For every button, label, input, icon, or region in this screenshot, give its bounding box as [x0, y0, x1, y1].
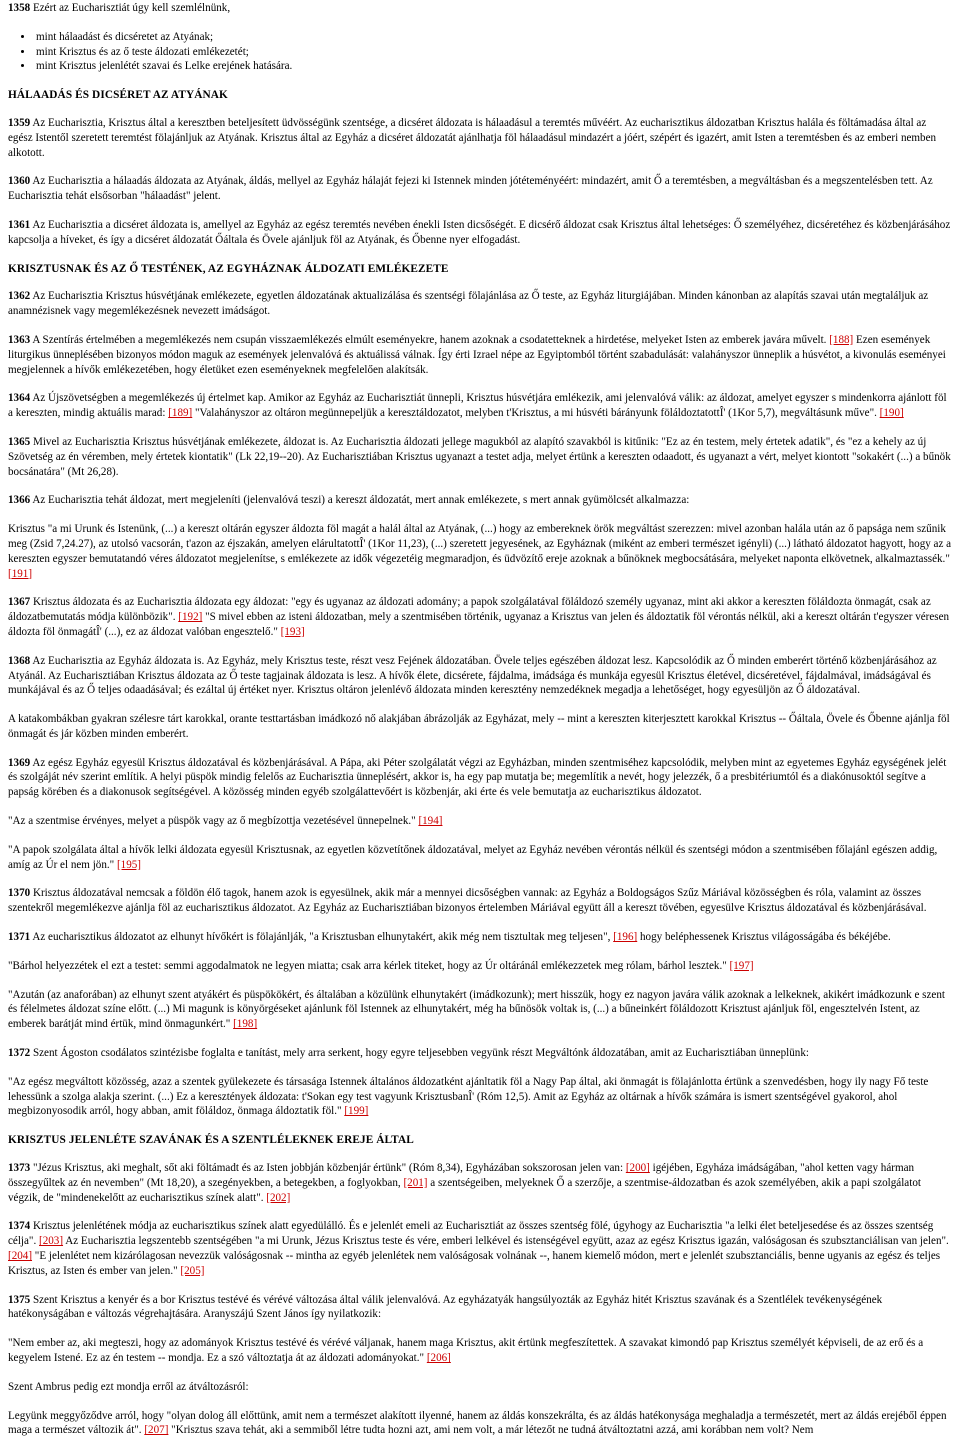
paragraph-text: Az Eucharisztia legszentebb szentségében "a mi Urunk, Jézus Krisztus teste és vére, emberi lelkével és istenségével együtt, azaz az egész Krisztus igazán, valóságosan és szubsztanciálisan van jelen". [63, 1235, 949, 1248]
document-page [0, 1, 960, 1437]
footnote-link[interactable]: [191] [8, 567, 33, 580]
footnote-link[interactable]: [194] [418, 815, 443, 828]
footnote-link[interactable]: [203] [39, 1235, 64, 1248]
paragraph-text: "Azután (az anaforában) az elhunyt szent atyákért és püspökökért, és általában a közülünk elhunytakért (imádkozunk); mert hisszük, hogy ez nagyon javára válik azoknak a lelkeknek, akikért imádkozunk e szent és félelmetes áldozat színe előtt. (...) Mi magunk is könyörgéseket ajánlunk föl Istennek az elhunytakért, még ha bűnösök voltak is, (...) a bűneinkért föláldozott Krisztust ajánljuk föl, engesztelvén Istent, az emberek barátját mind értük, mind önmagunkért." [8, 988, 945, 1031]
paragraph [8, 595, 952, 639]
footnote-link[interactable]: [205] [180, 1264, 205, 1277]
paragraph-number: 1358 [8, 2, 31, 14]
section-heading: KRISZTUS JELENLÉTE SZAVÁNAK ÉS A SZENTLÉLEKNEK EREJE ÁLTAL [8, 1134, 414, 1147]
paragraph-text: Krisztus áldozata és az Eucharisztia áldozata egy áldozat: "egy és ugyanaz az áldozati adomány; a papok szolgálatával föláldozó személy ugyanaz, mint aki akkor a kereszten föláldozta önmagát, csak az áldozatbemutatás módja különbözik". [8, 596, 931, 624]
paragraph [8, 116, 952, 160]
paragraph-text: Az Eucharisztia a dicséret áldozata is, amellyel az Egyház az egész teremtés nevében énekli Isten dicsőségét. E dicsérő áldozat csak Krisztus által lehetséges: Ő személyéhez, dicséretéhez és közbenjárásához kapcsolja a híveket, és így a dicséret áldozatát Őáltala és Övele ajánljuk föl az Atyának, és Őbenne nyer elfogadást. [8, 218, 951, 246]
paragraph [8, 435, 952, 479]
paragraph [8, 333, 952, 377]
paragraph-number: 1368 [8, 654, 31, 667]
footnote-link[interactable]: [188] [829, 333, 854, 346]
paragraph-text: "Valahányszor az oltáron megünnepeljük a keresztáldozatot, melyben t'Krisztus, a mi húsvéti bárányunk föláldoztatottÎ' (1Kor 5,7), megváltásunk műve". [192, 407, 880, 420]
paragraph-number: 1359 [8, 116, 31, 129]
bullet-item: • mint Krisztus és az ő teste áldozati emlékezetét; [34, 45, 952, 60]
paragraph [8, 959, 952, 974]
paragraph [8, 1161, 952, 1205]
paragraph-text: Ezért az Eucharisztiát úgy kell szemlélnünk, [30, 2, 231, 14]
paragraph-text: Szent Krisztus a kenyér és a bor Krisztus testévé és vérévé változása által válik jelenvalóvá. Az egyházatyák hangsúlyozták az Egyház hitét Krisztus szavának és a Szentlélek tevékenységének hatékonyságában e változás végrehajtására. Aranyszájú Szent János így nyilatkozik: [8, 1293, 883, 1321]
footnote-link[interactable]: [207] [144, 1424, 169, 1437]
paragraph-text: "Az egész megváltott közösség, azaz a szentek gyülekezete és társasága Istennek általános áldozatként ajánltatik föl a Nagy Pap által, aki önmagát is fölajánlotta értünk a szenvedésben, hogy ily nagy Fő teste lehessünk a szolga alakja szerint. (...) Ez a keresztények áldozata: t'Sokan egy test vagyunk KrisztusbanÎ' (Róm 12,5). Amit az Egyház az oltárnak a hívők számára is ismert szentségével gyakorol, ahol megbizonyosodik arról, hogy abban, amit föláldoz, önmaga áldoztatik föl." [8, 1075, 929, 1118]
paragraph [8, 1, 952, 16]
paragraph-number: 1363 [8, 333, 31, 346]
paragraph-text: Az Újszövetségben a megemlékezés új értelmet kap. Amikor az Egyház az Eucharisztiát ünnepli, Krisztus húsvétjára emlékezik, ami jelenvalóvá válik: az áldozat, amelyet egyszer s mindenkorra ajánlott föl a kereszten, mindig aktuális marad: [8, 392, 947, 420]
footnote-link[interactable]: [189] [168, 407, 193, 420]
section-heading: HÁLAADÁS ÉS DICSÉRET AZ ATYÁNAK [8, 89, 228, 102]
footnote-link[interactable]: [193] [280, 625, 305, 638]
paragraph-number: 1373 [8, 1162, 31, 1175]
paragraph-text: Krisztus "a mi Urunk és Istenünk, (...) a kereszt oltárán egyszer áldozta föl magát a halál által az Atyának, (...) hogy az embereknek örök megváltást szerezzen: mivel azonban halála után az ő papsága nem szűnik meg (Zsid 7,24.27), az utolsó vacsorán, t'azon az éjszakán, amelyen elárultatottÎ' (1Kor 11,23), (...) szeretett jegyesének, az Egyháznak (miként az emberi természet igényli) (...) látható áldozatot hagyott, hogy az a kereszten egyszer bemutatandó véres áldozatot megjelenítse, s emlékezete az idők végezetéig megmaradjon, és üdvözítő ereje azoknak a bűnöknek megbocsátására, melyeket naponta elkövetnek, alkalmaztassék." [8, 523, 952, 565]
paragraph-number: 1366 [8, 494, 31, 507]
paragraph-text: Krisztus jelenlétének módja az eucharisztikus színek alatt egyedülálló. És e jelenlét emeli az Eucharisztiát az összes szentség fölé, úgyhogy az Eucharisztia "a lelki élet beteljesedése és az összes szentség célja". [8, 1220, 934, 1248]
section-heading: KRISZTUSNAK ÉS AZ Ő TESTÉNEK, AZ EGYHÁZNAK ÁLDOZATI EMLÉKEZETE [8, 262, 449, 275]
paragraph-text: Mivel az Eucharisztia Krisztus húsvétjának emlékezete, áldozat is. Az Eucharisztia áldozati jellege magukból az alapító szavakból is kitűnik: "Ez az én testem, mely értetek adatik", és "ez a kehely az új Szövetség az én véremben, mely értetek kiontatik" (Lk 22,19--20). Az Eucharisztiában Krisztus ugyanazt a testet adja, melyet értünk a kereszten odaadott, és ugyanazt a vért, melyet kiontott "sokakért (...) a bűnök bocsánatára" (Mt 26,28). [8, 435, 951, 478]
paragraph [8, 391, 952, 421]
paragraph-text: "S mivel ebben az isteni áldozatban, mely a szentmisében történik, ugyanaz a Krisztus van jelen és áldoztatik föl vérontás nélkül, aki a kereszt oltárán t'egyszer véresen áldozta föl önmagátÎ' (...), ez az áldozat valóban engesztelő." [8, 611, 950, 638]
paragraph [8, 1380, 952, 1395]
paragraph [8, 289, 952, 319]
paragraph-text: "Az a szentmise érvényes, melyet a püspök vagy az ő megbízottja vezetésével ünnepelnek." [8, 815, 419, 828]
paragraph-text: Krisztus áldozatával nemcsak a földön élő tagok, hanem azok is egyesülnek, akik már a mennyei dicsőségben vannak: az Egyház a Boldogságos Szűz Máriával közösségben és róla, valamint az összes szentekről megemlékezve ajánlja föl az eucharisztikus áldozatot. Az Egyház az Eucharisztiában bizonyos értelemben Máriával együtt áll a kereszt tövében, egyesülve Krisztus áldozatával és közbenjárásával. [8, 887, 927, 915]
footnote-link[interactable]: [206] [426, 1352, 451, 1364]
paragraph-text: Szent Ágoston csodálatos szintézisbe foglalta e tanítást, mely arra serkent, hogy egyre teljesebben vegyünk részt Megváltónk áldozatában, amit az Eucharisztiában ünneplünk: [30, 1047, 809, 1060]
bullet-item: • mint Krisztus jelenlétét szavai és Lelke erejének hatására. [34, 59, 952, 74]
paragraph-number: 1360 [8, 175, 31, 188]
paragraph [8, 988, 952, 1032]
footnote-link[interactable]: [199] [344, 1105, 369, 1118]
paragraph-number: 1375 [8, 1293, 31, 1306]
paragraph [8, 756, 952, 800]
paragraph-text: A katakombákban gyakran szélesre tárt karokkal, orante testtartásban imádkozó nő alakjában ábrázolják az Egyházat, mely -- mint a kereszten kiterjesztett karokkal Krisztus -- Őáltala, Övele és Őbenne ajánlja föl önmagát és jár közben minden emberért. [8, 713, 950, 740]
paragraph-text: "E jelenlétet nem kizárólagosan nevezzük valóságosnak -- mintha az egyéb jelenlétek nem valóságosak volnának --, hanem kiemelő módon, mert e jelenlét szubsztanciális, benne ugyanis az egész és teljes Krisztus, az Isten és ember van jelen." [8, 1250, 941, 1277]
paragraph-text: Az Eucharisztia tehát áldozat, mert megjeleníti (jelenvalóvá teszi) a kereszt áldozatát, mert annak emlékezete, s mert annak gyümölcsét alkalmazza: [30, 494, 690, 507]
paragraph-number: 1365 [8, 435, 31, 448]
paragraph-text: Ezen események liturgikus ünneplésében bizonyos módon maguk az események jelenvalóvá és aktuálissá válnak. Így érti Izrael népe az Egyiptomból történt szabadulását: valahányszor ünneplik a húsvétot, a kivonulás eseményei megjelennek a hívők emlékezetében, hogy életüket ezen eseményeknek megfelelően alakítsák. [8, 333, 946, 376]
paragraph [8, 218, 952, 248]
paragraph-text: "A papok szolgálata által a hívők lelki áldozata egyesül Krisztusnak, az egyetlen közvetítőnek áldozatával, melyet az Egyház nevében vérontás nélkül és szentségi módon a szentmisében főlajánl egészen addig, amíg az Úr el nem jön." [8, 843, 938, 871]
paragraph [8, 886, 952, 916]
footnote-link[interactable]: [202] [266, 1191, 291, 1204]
footnote-link[interactable]: [197] [729, 959, 754, 972]
paragraph-number: 1367 [8, 596, 31, 609]
paragraph-text: Legyünk meggyőződve arról, hogy "olyan dolog áll előttünk, amit nem a természet alakított ilyenné, hanem az áldás konszekrálta, és az áldás hatékonysága meghaladja a természetét, mert az áldás erejéből éppen maga a természet változik át". [8, 1409, 947, 1437]
paragraph [8, 1219, 952, 1278]
footnote-link[interactable]: [192] [178, 611, 203, 624]
paragraph [8, 174, 952, 204]
paragraph [8, 843, 952, 873]
paragraph [8, 814, 952, 829]
paragraph-number: 1370 [8, 887, 31, 900]
paragraph-text: Az Eucharisztia az Egyház áldozata is. Az Egyház, mely Krisztus teste, részt vesz Fejének áldozatában. Övele teljes egészében áldozat lesz. Kapcsolódik az Ő minden emberért történő közbenjárásához az Atyánál. Az Eucharisztiában Krisztus áldozata az Ő teste tagjainak áldozata is lesz. A hívők élete, dicsérete, fájdalma, imádsága és munkája egyesül Krisztus életével, dicséretével, fájdalmával, imádságával és munkájával és az Ő teljes odaadásával; és ezáltal új értéket nyer. Krisztus oltáron jelenlévő áldozata minden keresztény nemzedéknek megadja a lehetőséget, hogy egyesüljön az Ő áldozatával. [8, 654, 937, 697]
paragraph-text: "Krisztus szava tehát, aki a semmiből létre tudta hozni azt, ami nem volt, a már létezőt ne tudná átváltoztatni azzá, ami korábban nem volt? Nem [168, 1424, 814, 1437]
footnote-link[interactable]: [204] [8, 1250, 33, 1263]
footnote-link[interactable]: [200] [625, 1162, 650, 1175]
paragraph [8, 493, 952, 508]
paragraph [8, 1075, 952, 1119]
paragraph-text: A Szentírás értelmében a megemlékezés nem csupán visszaemlékezés elmúlt eseményekre, hanem azoknak a csodatetteknek a hirdetése, melyeket Isten az emberek javára művelt. [30, 333, 830, 346]
paragraph-text: "Bárhol helyezzétek el ezt a testet: semmi aggodalmatok ne legyen miatta; csak arra kérlek titeket, hogy az Úr oltáránál emlékezzetek meg rólam, bárhol lesztek." [8, 959, 730, 972]
footnote-link[interactable]: [198] [233, 1018, 258, 1031]
paragraph-text: Az Eucharisztia Krisztus húsvétjának emlékezete, egyetlen áldozatának aktualizálása és szentségi fölajánlása az Ő teste, az Egyház liturgiájában. Minden kánonban az alapítás szavai után megtaláljuk az anamnézisnek vagy megemlékezésnek nevezett imádságot. [8, 290, 929, 318]
paragraph [8, 1409, 952, 1438]
paragraph-text: Az Eucharisztia, Krisztus által a keresztben beteljesített üdvösségünk szentsége, a dicséret áldozata is hálaadásul a teremtés művéért. Az eucharisztikus áldozatban Krisztus halála és föltámadása által az egész Istentől szeretett teremtést fölajánljuk az Atyának. Krisztus által az Egyház a dicséret áldozatát ajánlhatja föl hálaadásul mindazért a jóért, szépért és igazért, amit Isten a teremtésben és az emberi nemben alkotott. [8, 116, 937, 159]
paragraph-number: 1371 [8, 931, 31, 944]
paragraph-text: hogy beléphessenek Krisztus világosságába és békéjébe. [637, 931, 891, 944]
paragraph [8, 1336, 952, 1366]
paragraph [8, 930, 952, 945]
bullet-list [8, 30, 952, 74]
paragraph-text: Szent Ambrus pedig ezt mondja erről az átváltozásról: [8, 1380, 249, 1393]
paragraph-number: 1361 [8, 218, 31, 231]
footnote-link[interactable]: [195] [116, 858, 141, 871]
paragraph [8, 654, 952, 698]
paragraph-text: Az Eucharisztia a hálaadás áldozata az Atyának, áldás, mellyel az Egyház hálaját fejezi ki Istennek minden jótéteményéért: mindazért, amit Ő a teremtésben, a megváltásban és a megszentelésben tett. Az Eucharisztia tehát elsősorban "hálaadást" jelent. [8, 175, 933, 203]
paragraph [8, 1046, 952, 1061]
paragraph-text: Az eucharisztikus áldozatot az elhunyt hívőkért is fölajánlják, "a Krisztusban elhunytakért, akik még nem tisztultak meg teljesen", [30, 931, 614, 944]
paragraph-text: Az egész Egyház egyesül Krisztus áldozatával és közbenjárásával. A Pápa, aki Péter szolgálatát végzi az Egyházban, minden szentmiséhez kapcsolódik, melyben mint az egyetemes Egyház egységének jelét és szolgáját név szerint említik. A helyi püspök mindig felelős az Eucharisztia ünneplésért, akkor is, ha egy pap mutatja be; megemlítik a nevét, hogy jelezzék, ő a presbitériumtól és a diakónusoktól segítve a papság körében és a diakonusok segítségével. A közösség minden egyéb szolgálattevőért is közbenjár, aki érte és vele bemutatja az eucharisztikus áldozatot. [8, 756, 947, 799]
paragraph-number: 1364 [8, 392, 31, 405]
paragraph-number: 1369 [8, 756, 31, 769]
paragraph-number: 1372 [8, 1047, 31, 1060]
paragraph-text: a szentségeiben, melyeknek Ő a szerzője, a szentmise-áldozatban és azok személyében, akik a papi szolgálatot végzik, de "mindenekelőtt az eucharisztikus színek alatt". [8, 1176, 921, 1204]
paragraph-number: 1374 [8, 1220, 31, 1233]
bullet-item: • mint hálaadást és dicséretet az Atyának; [34, 30, 952, 45]
paragraph-text: "Jézus Krisztus, aki meghalt, sőt aki föltámadt és az Isten jobbján közbenjár értünk" (Róm 8,34), Egyházában sokszorosan jelen van: [30, 1162, 626, 1175]
paragraph [8, 522, 952, 581]
footnote-link[interactable]: [196] [613, 931, 638, 944]
footnote-link[interactable]: [201] [403, 1176, 428, 1189]
paragraph [8, 712, 952, 742]
paragraph-text: "Nem ember az, aki megteszi, hogy az adományok Krisztus testévé és vérévé váljanak, hanem maga Krisztus, akit értünk megfeszítettek. A szavakat kimondó pap Krisztus személyét képviseli, de az erő és a kegyelem Istené. Ez az én testem -- mondja. Ez a szó változtatja át az áldozati adományokat." [8, 1337, 924, 1364]
paragraph-number: 1362 [8, 290, 31, 303]
paragraph-text: igéjében, Egyháza imádságában, "ahol ketten vagy hárman összegyűltek az én nevemben" (Mt 18,20), a szegényekben, a betegekben, a foglyokban, [8, 1162, 915, 1189]
footnote-link[interactable]: [190] [879, 407, 904, 420]
paragraph [8, 1293, 952, 1323]
